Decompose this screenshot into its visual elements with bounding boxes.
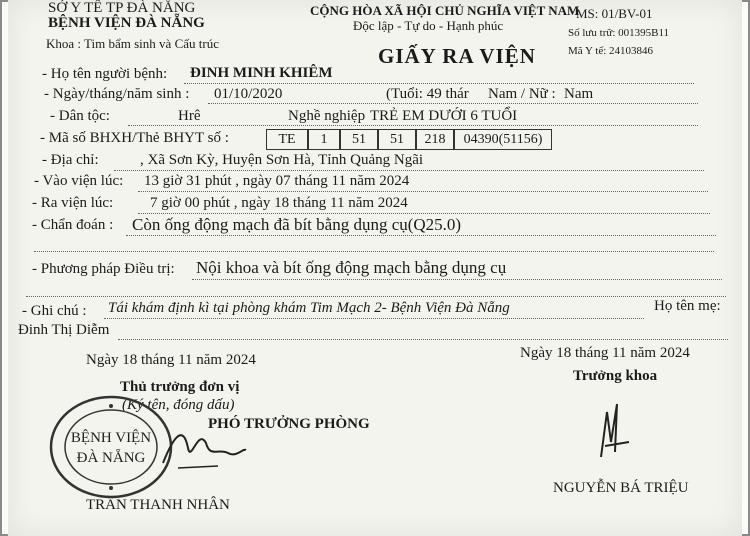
left-signer-name: TRẦN THANH NHÂN — [86, 497, 230, 513]
dotted-line — [118, 339, 728, 340]
left-sign-date: Ngày 18 tháng 11 năm 2024 — [86, 352, 256, 368]
left-sign-title: Thủ trưởng đơn vị — [120, 379, 240, 395]
dotted-line — [208, 103, 698, 104]
occupation-label: Nghề nghiệp — [288, 108, 366, 124]
ethnicity-value: Hrê — [178, 108, 201, 124]
treatment-value: Nội khoa và bít ống động mạch bằng dụng cụ — [196, 258, 507, 277]
dotted-line — [138, 213, 710, 214]
insurance-box: 51 — [378, 129, 416, 150]
address-value: , Xã Sơn Kỳ, Huyện Sơn Hà, Tỉnh Quảng Ngãi — [140, 152, 424, 168]
motto: Độc lập - Tự do - Hạnh phúc — [353, 18, 504, 33]
right-signer-name: NGUYỄN BÁ TRIỆU — [553, 480, 689, 496]
guardian-label: Họ tên mẹ: — [654, 298, 721, 314]
dotted-line — [128, 125, 698, 126]
insurance-box: 1 — [308, 129, 340, 150]
discharge-label: - Ra viện lúc: — [32, 195, 114, 211]
left-sign-sub: (Ký tên, đóng dấu) — [122, 397, 235, 413]
dob-label: - Ngày/tháng/năm sinh : — [44, 86, 190, 102]
republic-title: CỘNG HÒA XÃ HỘI CHỦ NGHĨA VIỆT NAM — [310, 3, 580, 18]
hospital-stamp-icon — [46, 392, 176, 502]
admission-time: 13 giờ 31 phút , ngày 07 tháng 11 năm 2024 — [144, 173, 410, 189]
form-code: MS: 01/BV-01 — [576, 6, 653, 21]
diagnosis-value: Còn ống động mạch đã bít bằng dụng cụ(Q25.0) — [132, 215, 462, 234]
dob-value: 01/10/2020 — [214, 86, 283, 102]
left-role: PHÓ TRƯỞNG PHÒNG — [208, 416, 370, 432]
dotted-line — [34, 251, 714, 252]
left-signature-icon — [158, 418, 248, 478]
department-label: Khoa : Tim bẩm sinh và Cấu trúc — [46, 36, 219, 51]
right-signature-icon — [593, 402, 633, 460]
insurance-box: 51 — [340, 129, 378, 150]
insurance-box: TE — [266, 129, 308, 150]
age-value: (Tuổi: 49 thár — [386, 86, 469, 102]
stamp-line: BỆNH VIỆN — [70, 430, 152, 446]
dotted-line — [184, 83, 694, 84]
admission-label: - Vào viện lúc: — [34, 173, 124, 189]
dotted-line — [192, 279, 722, 280]
dotted-line — [104, 318, 644, 319]
discharge-paper — [8, 0, 742, 536]
right-sign-date: Ngày 18 tháng 11 năm 2024 — [520, 345, 690, 361]
dotted-line — [114, 170, 704, 171]
gender-value: Nam — [564, 86, 594, 102]
dotted-line — [138, 191, 708, 192]
medical-id: Mã Y tế: 24103846 — [568, 45, 654, 57]
right-sign-title: Trưởng khoa — [573, 368, 658, 384]
treatment-label: - Phương pháp Điều trị: — [32, 261, 175, 277]
guardian-name: Đinh Thị Diễm — [18, 322, 110, 338]
gender-label: Nam / Nữ : — [488, 86, 556, 102]
ethnicity-label: - Dân tộc: — [50, 108, 110, 124]
insurance-box: 04390(51156) — [454, 129, 552, 150]
diagnosis-label: - Chẩn đoán : — [32, 217, 114, 233]
patient-name-label: - Họ tên người bệnh: — [42, 66, 168, 82]
insurance-label: - Mã số BHXH/Thẻ BHYT số : — [40, 130, 229, 146]
hospital-name: BỆNH VIỆN ĐÀ NẴNG — [48, 15, 205, 31]
storage-number: Số lưu trữ: 001395B11 — [568, 27, 670, 39]
document-title: GIẤY RA VIỆN — [378, 44, 536, 68]
health-department: SỞ Y TẾ TP ĐÀ NẴNG — [48, 0, 196, 16]
discharge-time: 7 giờ 00 phút , ngày 18 tháng 11 năm 2024 — [150, 195, 408, 211]
address-label: - Địa chỉ: — [42, 152, 99, 168]
note-label: - Ghi chú : — [22, 303, 87, 319]
occupation-value: TRẺ EM DƯỚI 6 TUỔI — [370, 108, 518, 124]
note-value: Tái khám định kì tại phòng khám Tim Mạch 2- Bệnh Viện Đà Nẵng — [108, 300, 510, 316]
dotted-line — [126, 235, 716, 236]
stamp-line: ĐÀ NẴNG — [76, 450, 146, 466]
dotted-line — [26, 296, 726, 297]
patient-name: ĐINH MINH KHIÊM — [190, 65, 333, 81]
insurance-box: 218 — [416, 129, 454, 150]
